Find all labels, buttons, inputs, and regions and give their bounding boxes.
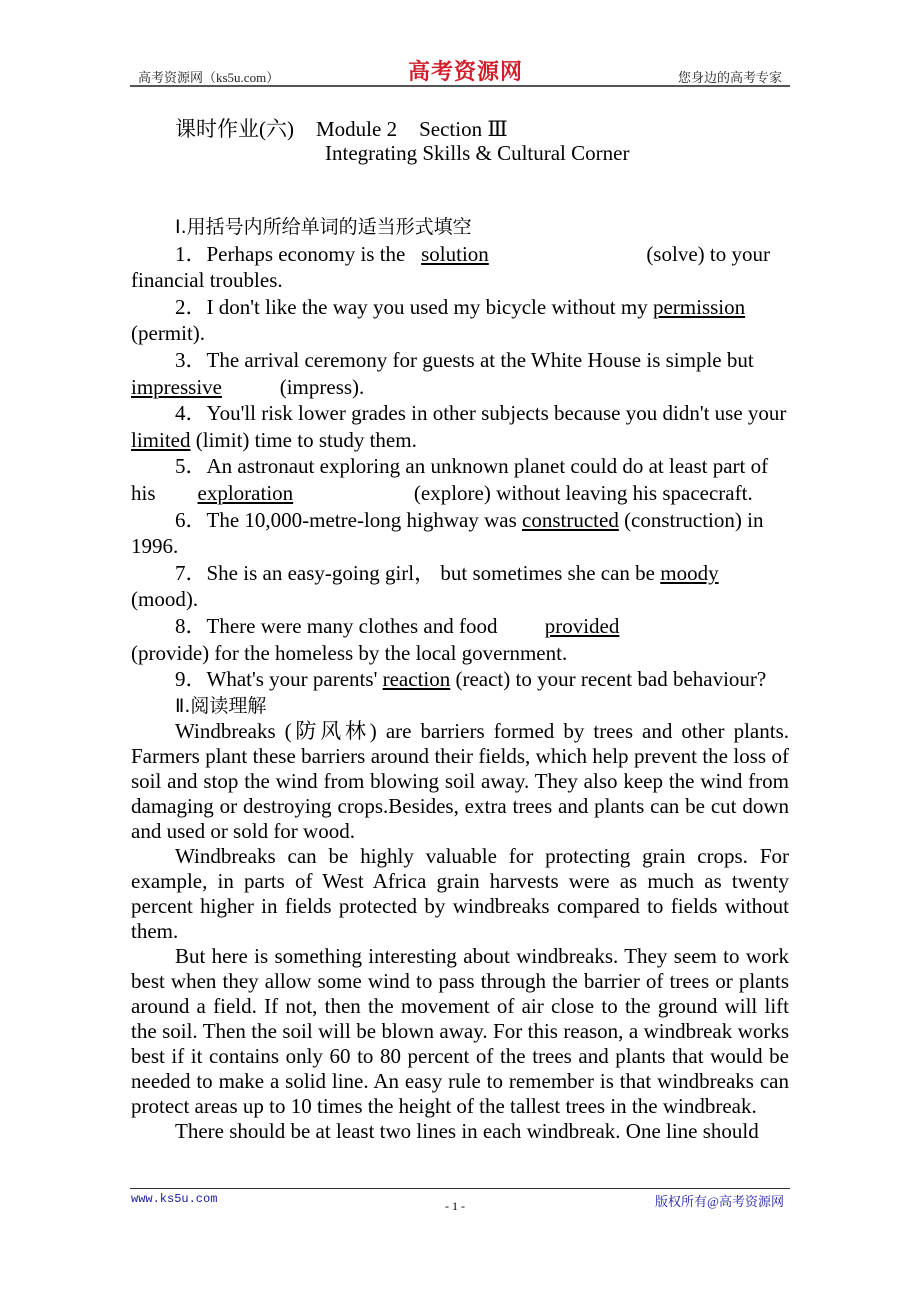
answer-4: limited bbox=[131, 427, 191, 452]
reading-paragraph-1: Windbreaks (防风林) are barriers formed by trees and other plants. Farmers plant these barriers around their fields, which help prevent the loss of soil and stop the wind from blowing soil away. They also keep the wind from damaging or destroying crops.Besides, extra trees and plants can be cut down and used or sold for wood. bbox=[131, 719, 789, 844]
title-section: Section Ⅲ bbox=[419, 117, 508, 141]
page-header bbox=[130, 55, 790, 87]
exercise-item-4: 4．You'll risk lower grades in other subjects because you didn't use your limited (limit) time to study them. bbox=[131, 401, 787, 452]
answer-3: impressive bbox=[131, 374, 222, 399]
header-slogan: 您身边的高考专家 bbox=[677, 70, 782, 85]
section-2-heading: Ⅱ.阅读理解 bbox=[175, 694, 267, 717]
header-divider bbox=[130, 85, 790, 87]
exercise-item-2: 2．I don't like the way you used my bicycle without my permission (permit). bbox=[131, 294, 746, 346]
header-logo: 高考资源网 bbox=[408, 59, 524, 84]
title-line-2: Integrating Skills & Cultural Corner bbox=[325, 141, 630, 165]
reading-paragraph-4: There should be at least two lines in each windbreak. One line should bbox=[175, 1119, 759, 1144]
document-body bbox=[131, 214, 789, 1144]
exercise-item-5: 5．An astronaut exploring an unknown planet could do at least part of his exploration (explore) without leaving his spacecraft. bbox=[131, 454, 769, 505]
exercise-item-8: 8．There were many clothes and food provided (provide) for the homeless by the local government. bbox=[131, 613, 620, 665]
footer-website-link[interactable]: www.ks5u.com bbox=[131, 1192, 218, 1206]
page-number: - 1 - bbox=[445, 1199, 465, 1213]
exercise-item-7: 7．She is an easy-going girl， but sometimes she can be moody (mood). bbox=[131, 560, 719, 612]
answer-6: constructed bbox=[522, 507, 619, 532]
answer-8: provided bbox=[544, 613, 620, 638]
title-line-1 bbox=[175, 113, 508, 143]
exercise-item-3: 3．The arrival ceremony for guests at the White House is simple but impressive (impress). bbox=[131, 347, 754, 399]
exercise-item-9: 9．What's your parents' reaction (react) to your recent bad behaviour? bbox=[175, 667, 767, 692]
footer-divider bbox=[130, 1188, 790, 1189]
answer-5: exploration bbox=[197, 480, 294, 505]
section-1-heading: Ⅰ.用括号内所给单词的适当形式填空 bbox=[175, 216, 472, 238]
exercise-item-6: 6．The 10,000-metre-long highway was constructed (construction) in 1996. bbox=[131, 507, 764, 559]
answer-7: moody bbox=[660, 560, 719, 585]
reading-paragraph-3: But here is something interesting about windbreaks. They seem to work best when they allow some wind to pass through the barrier of trees or plants around a field. If not, then the movement of air close to the ground will lift the soil. Then the soil will be blown away. For this reason, a windbreak works best if it contains only 60 to 80 percent of the trees and plants that would be needed to make a solid line. An easy rule to remember is that windbreaks can protect areas up to 10 times the height of the tallest trees in the windbreak. bbox=[131, 944, 789, 1119]
answer-9: reaction bbox=[382, 667, 451, 692]
footer-copyright: 版权所有@高考资源网 bbox=[655, 1194, 784, 1209]
answer-2: permission bbox=[652, 294, 746, 319]
answer-1: solution bbox=[421, 241, 489, 266]
exercise-item-1: 1．Perhaps economy is the solution (solve) to your financial troubles. bbox=[131, 241, 770, 293]
title-homework-label: 课时作业(六) bbox=[175, 117, 294, 141]
title-module: Module 2 bbox=[316, 117, 398, 141]
reading-paragraph-2: Windbreaks can be highly valuable for protecting grain crops. For example, in parts of West Africa grain harvests were as much as twenty percent higher in fields protected by windbreaks compared to fields without them. bbox=[131, 844, 789, 944]
header-site-name: 高考资源网（ks5u.com） bbox=[138, 70, 280, 85]
